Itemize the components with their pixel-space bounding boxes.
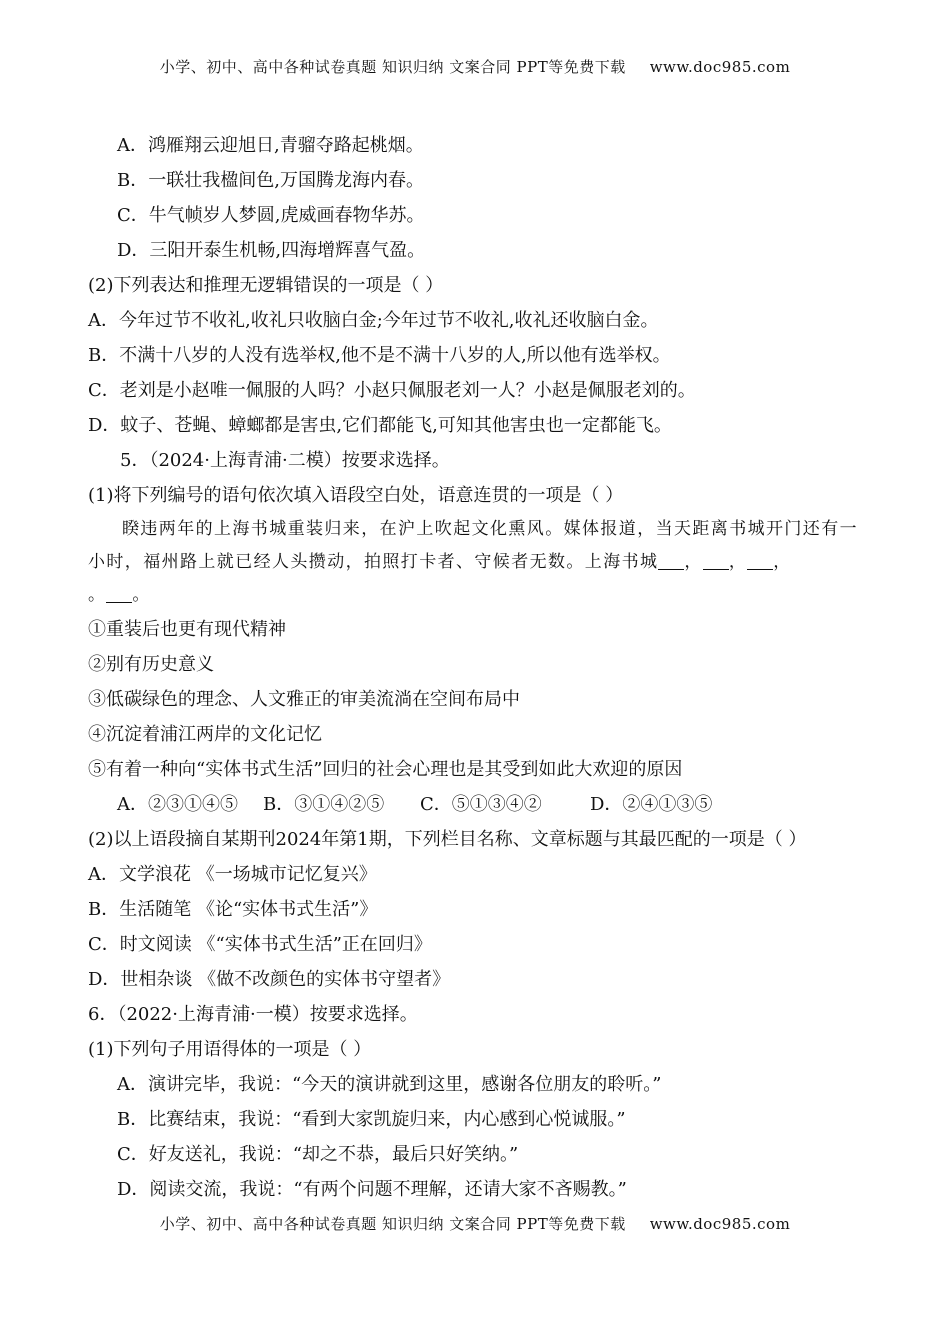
q4-1-option-a: A．鸿雁翔云迎旭日,青骝夺路起桃烟。: [117, 135, 424, 156]
page-footer: [0, 1213, 950, 1234]
q5-sentence-4: ④沉淀着浦江两岸的文化记忆: [88, 724, 322, 745]
q5-passage-end: [88, 585, 151, 605]
page-header: [0, 56, 950, 77]
period: 。: [132, 585, 151, 605]
comma: ，: [684, 552, 703, 572]
blank-3: [747, 551, 773, 570]
footer-url[interactable]: www.doc985.com: [649, 1215, 791, 1233]
q4-2-option-c: C．老刘是小赵唯一佩服的人吗？小赵只佩服老刘一人？小赵是佩服老刘的。: [88, 380, 696, 401]
q6-option-a: A．演讲完毕，我说：“今天的演讲就到这里，感谢各位朋友的聆听。”: [117, 1074, 662, 1095]
footer-text: 小学、初中、高中各种试卷真题 知识归纳 文案合同 PPT等免费下载: [159, 1215, 626, 1233]
q5-sentence-3: ③低碳绿色的理念、人文雅正的审美流淌在空间布局中: [88, 689, 520, 710]
q6-sub1-stem: (1)下列句子用语得体的一项是（ ）: [88, 1039, 372, 1060]
q4-1-option-b: B．一联壮我楹间色,万国腾龙海内春。: [117, 170, 424, 191]
q5-sub2-stem: (2)以上语段摘自某期刊2024年第1期，下列栏目名称、文章标题与其最匹配的一项是（ ）: [88, 829, 807, 850]
q4-2-stem: (2)下列表达和推理无逻辑错误的一项是（ ）: [88, 275, 444, 296]
period: 。: [88, 585, 107, 605]
q5-sub2-option-d: D．世相杂谈 《做不改颜色的实体书守望者》: [88, 969, 451, 990]
blank-4: [106, 584, 132, 603]
blank-2: [703, 551, 729, 570]
q5-sentence-5: ⑤有着一种向“实体书式生活”回归的社会心理也是其受到如此大欢迎的原因: [88, 759, 683, 780]
q6-title: 6．（2022·上海青浦·一模）按要求选择。: [88, 1004, 418, 1025]
q5-passage-text: 睽违两年的上海书城重装归来，在沪上吹起文化熏风。媒体报道，当天距离书城开门还有一小时，福州路上就已经人头攒动，拍照打卡者、守候者无数。上海书城: [88, 519, 858, 572]
q4-1-option-c: C．牛气帧岁人梦圆,虎威画春物华苏。: [117, 205, 425, 226]
q5-choices: [88, 787, 868, 822]
q5-passage-paragraph: [88, 513, 868, 579]
header-url[interactable]: www.doc985.com: [649, 58, 791, 76]
q5-choice-a: A．②③①④⑤: [117, 794, 238, 815]
q4-2-option-a: A．今年过节不收礼,收礼只收脑白金;今年过节不收礼,收礼还收脑白金。: [88, 310, 659, 331]
comma: ，: [773, 552, 792, 572]
blank-1: [658, 551, 684, 570]
exam-content: [88, 128, 868, 1207]
q5-sub2-option-c: C．时文阅读 《“实体书式生活”正在回归》: [88, 934, 432, 955]
q5-sentence-2: ②别有历史意义: [88, 654, 214, 675]
q5-choice-d: D．②④①③⑤: [590, 794, 713, 815]
q5-choice-b: B．③①④②⑤: [263, 794, 385, 815]
comma: ，: [728, 552, 748, 572]
q5-choice-c: C．⑤①③④②: [420, 794, 542, 815]
q5-sub2-option-b: B．生活随笔 《论“实体书式生活”》: [88, 899, 378, 920]
q4-2-option-d: D．蚊子、苍蝇、蟑螂都是害虫,它们都能飞,可知其他害虫也一定都能飞。: [88, 415, 672, 436]
header-text: 小学、初中、高中各种试卷真题 知识归纳 文案合同 PPT等免费下载: [159, 58, 626, 76]
q6-option-d: D．阅读交流，我说：“有两个问题不理解，还请大家不吝赐教。”: [117, 1179, 627, 1200]
q6-option-b: B．比赛结束，我说：“看到大家凯旋归来，内心感到心悦诚服。”: [117, 1109, 626, 1130]
q6-option-c: C．好友送礼，我说：“却之不恭，最后只好笑纳。”: [117, 1144, 519, 1165]
q5-title: 5．（2024·上海青浦·二模）按要求选择。: [120, 450, 450, 471]
q4-2-option-b: B．不满十八岁的人没有选举权,他不是不满十八岁的人,所以他有选举权。: [88, 345, 671, 366]
q5-sub1-stem: (1)将下列编号的语句依次填入语段空白处，语意连贯的一项是（ ）: [88, 485, 624, 506]
q5-passage: [88, 513, 868, 612]
q5-sentence-1: ①重装后也更有现代精神: [88, 619, 286, 640]
q5-sub2-option-a: A．文学浪花 《一场城市记忆复兴》: [88, 864, 377, 885]
q4-1-option-d: D．三阳开泰生机畅,四海增辉喜气盈。: [117, 240, 426, 261]
